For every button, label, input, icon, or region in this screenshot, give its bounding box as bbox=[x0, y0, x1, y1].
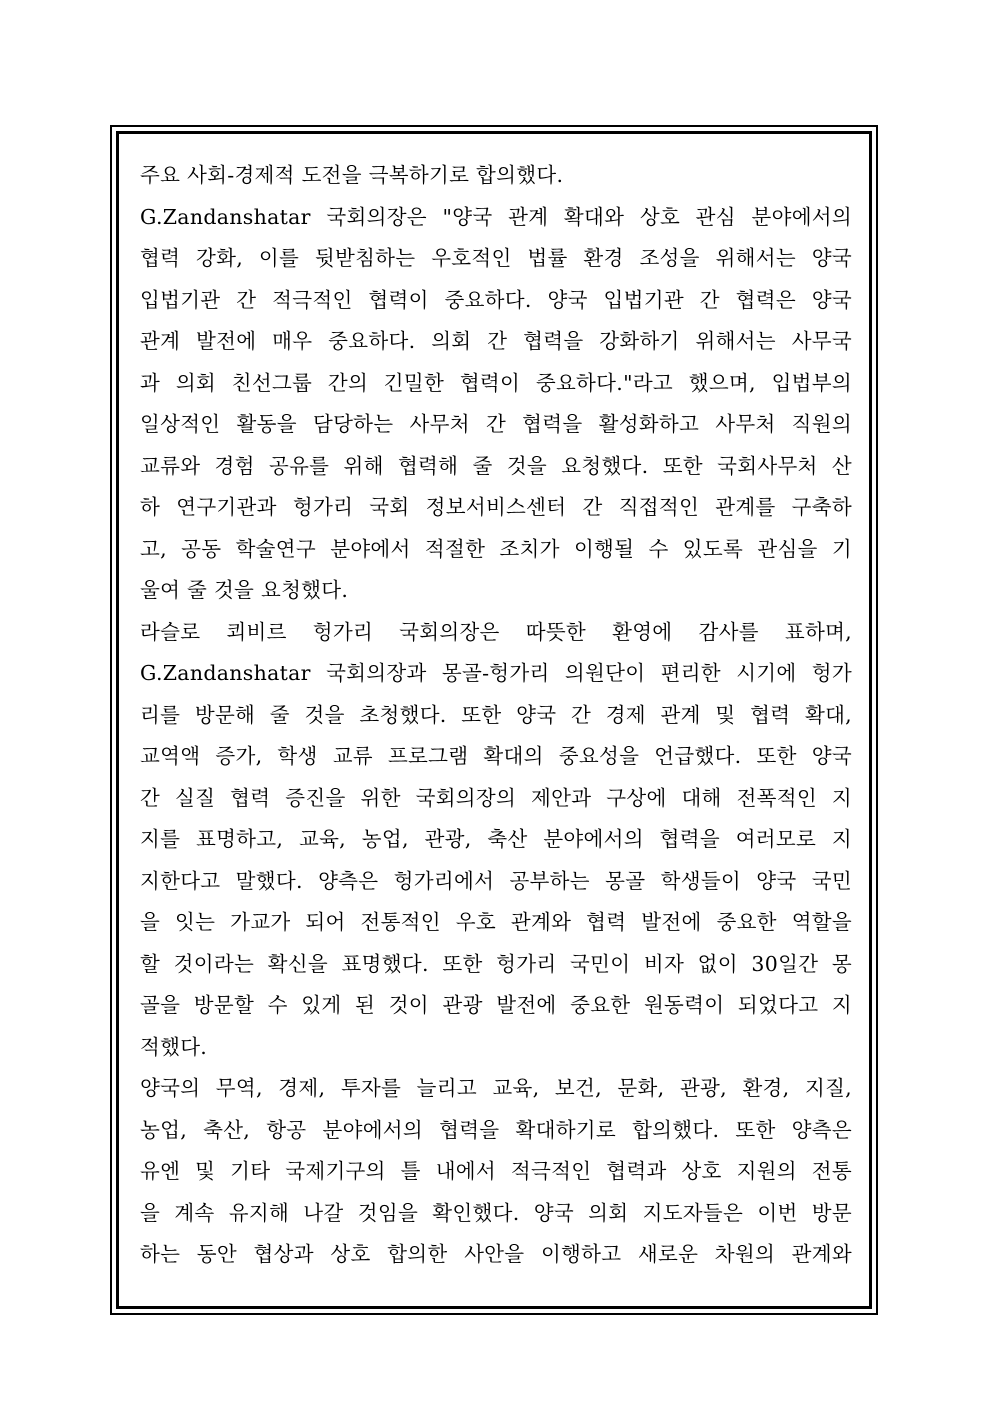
text-line: 리를 방문해 줄 것을 초청했다. 또한 양국 간 경제 관계 및 협력 확대, bbox=[140, 702, 852, 727]
text-line: 울여 줄 것을 요청했다. bbox=[140, 578, 349, 602]
text-line: 유엔 및 기타 국제기구의 틀 내에서 적극적인 협력과 상호 지원의 전통 bbox=[140, 1159, 852, 1183]
text-line: 관계 발전에 매우 중요하다. 의회 간 협력을 강화하기 위해서는 사무국 bbox=[140, 329, 852, 353]
text-line: 일상적인 활동을 담당하는 사무처 간 협력을 활성화하고 사무처 직원의 bbox=[140, 412, 852, 436]
text-line: 적했다. bbox=[140, 1034, 208, 1059]
text-line: 과 의회 친선그룹 간의 긴밀한 협력이 중요하다."라고 했으며, 입법부의 bbox=[140, 370, 852, 395]
text-line: 양국의 무역, 경제, 투자를 늘리고 교육, 보건, 문화, 관광, 환경, 지질, bbox=[140, 1076, 852, 1100]
text-line: 골을 방문할 수 있게 된 것이 관광 발전에 중요한 원동력이 되었다고 지 bbox=[140, 993, 852, 1017]
text-line: 라슬로 쾨비르 헝가리 국회의장은 따뜻한 환영에 감사를 표하며, bbox=[140, 619, 852, 644]
text-line: 입법기관 간 적극적인 협력이 중요하다. 양국 입법기관 간 협력은 양국 bbox=[140, 287, 852, 312]
text-line: 농업, 축산, 항공 분야에서의 협력을 확대하기로 합의했다. 또한 양측은 bbox=[140, 1117, 852, 1142]
text-line: 을 계속 유지해 나갈 것임을 확인했다. 양국 의회 지도자들은 이번 방문 bbox=[140, 1200, 852, 1225]
text-line: 고, 공동 학술연구 분야에서 적절한 조치가 이행될 수 있도록 관심을 기 bbox=[140, 536, 852, 561]
text-line: 하는 동안 협상과 상호 합의한 사안을 이행하고 새로운 차원의 관계와 bbox=[140, 1242, 852, 1266]
text-line: 간 실질 협력 증진을 위한 국회의장의 제안과 구상에 대해 전폭적인 지 bbox=[140, 785, 852, 810]
document-body bbox=[140, 155, 852, 1276]
text-line: 교역액 증가, 학생 교류 프로그램 확대의 중요성을 언급했다. 또한 양국 bbox=[140, 744, 852, 768]
text-line: 지한다고 말했다. 양측은 헝가리에서 공부하는 몽골 학생들이 양국 국민 bbox=[140, 868, 852, 893]
text-line: 주요 사회-경제적 도전을 극복하기로 합의했다. bbox=[140, 163, 564, 187]
text-line: 하 연구기관과 헝가리 국회 정보서비스센터 간 직접적인 관계를 구축하 bbox=[140, 495, 852, 519]
text-line: 할 것이라는 확신을 표명했다. 또한 헝가리 국민이 비자 없이 30일간 몽 bbox=[140, 951, 852, 976]
text-line: 을 잇는 가교가 되어 전통적인 우호 관계와 협력 발전에 중요한 역할을 bbox=[140, 910, 852, 934]
text-line: 협력 강화, 이를 뒷받침하는 우호적인 법률 환경 조성을 위해서는 양국 bbox=[140, 246, 852, 270]
text-line: 지를 표명하고, 교육, 농업, 관광, 축산 분야에서의 협력을 여러모로 지 bbox=[140, 827, 852, 851]
text-line: 교류와 경험 공유를 위해 협력해 줄 것을 요청했다. 또한 국회사무처 산 bbox=[140, 453, 852, 478]
text-line: G.Zandanshatar 국회의장과 몽골-헝가리 의원단이 편리한 시기에 헝가 bbox=[140, 661, 852, 685]
text-line: G.Zandanshatar 국회의장은 "양국 관계 확대와 상호 관심 분야에서의 bbox=[140, 204, 852, 229]
